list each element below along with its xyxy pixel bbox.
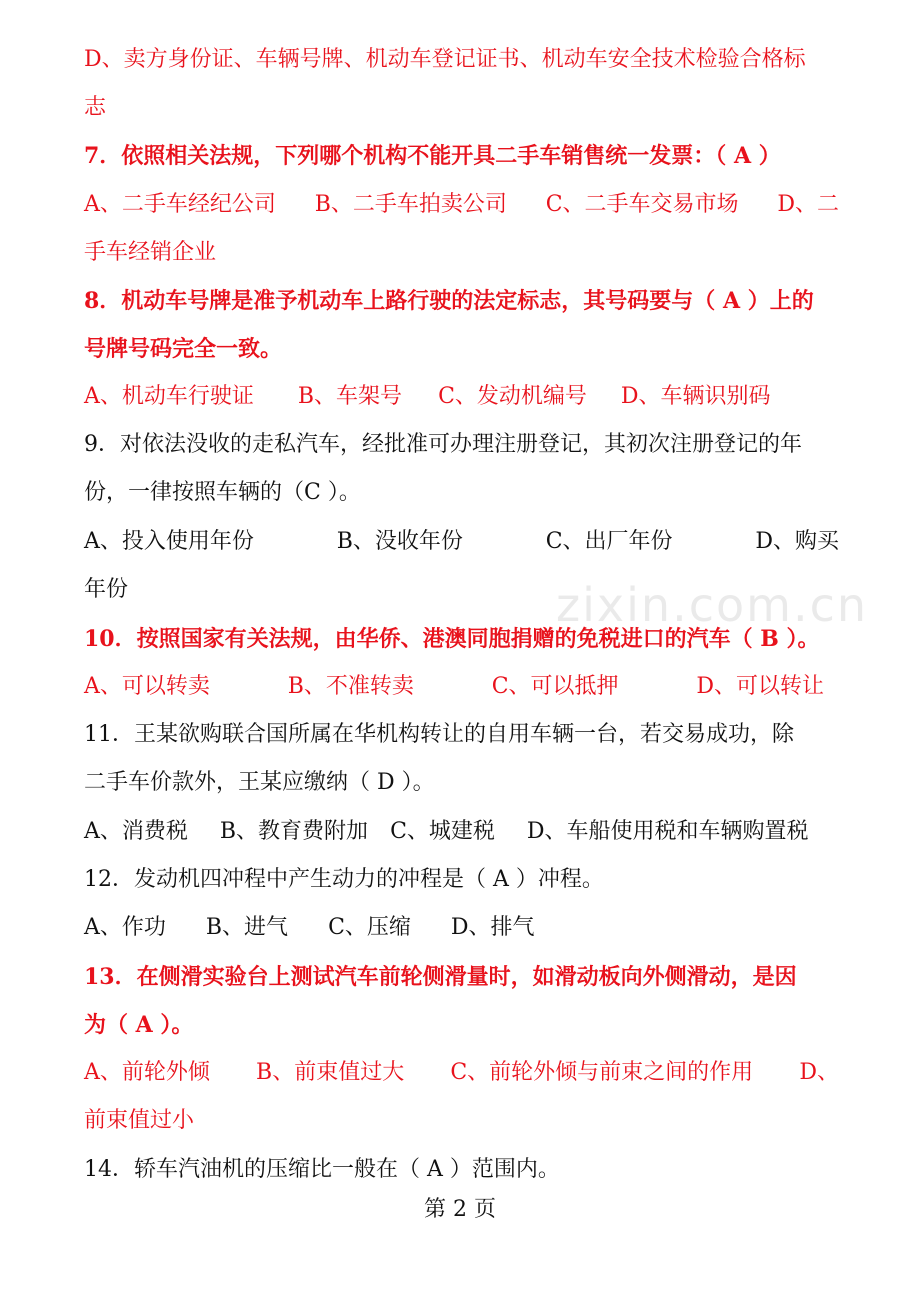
options-row (84, 527, 839, 557)
option-a: A、机动车行驶证 (84, 384, 254, 409)
question-10: 10．按照国家有关法规，由华侨、港澳同胞捐赠的免税进口的汽车（ B ）。 (84, 626, 820, 652)
option-a: A、投入使用年份 (84, 529, 254, 554)
option-a: A、前轮外倾 (84, 1060, 210, 1085)
option-c: C、二手车交易市场 (545, 192, 739, 217)
option-c: C、前轮外倾与前束之间的作用 (450, 1060, 754, 1085)
options-row (84, 817, 809, 847)
option-b: B、车架号 (297, 384, 403, 409)
option-a: A、二手车经纪公司 (84, 192, 276, 217)
question-11: 11．王某欲购联合国所属在华机构转让的自用车辆一台，若交易成功，除 (84, 722, 794, 747)
option-c: C、可以抵押 (491, 674, 619, 699)
option-c: C、城建税 (390, 819, 495, 844)
option-d: D、车船使用税和车辆购置税 (526, 819, 809, 844)
option-line: 前束值过小 (84, 1108, 195, 1133)
options-row (84, 672, 824, 702)
option-b: B、前束值过大 (256, 1060, 405, 1085)
question-8-cont: 号牌号码完全一致。 (84, 336, 283, 362)
question-9-cont: 份，一律按照车辆的（C ）。 (84, 480, 361, 505)
option-c: C、出厂年份 (545, 529, 673, 554)
option-b: B、二手车拍卖公司 (314, 192, 507, 217)
page-number: 第 2 页 (424, 1197, 496, 1222)
option-d: D、二 (777, 192, 839, 217)
option-d: D、车辆识别码 (620, 384, 771, 409)
option-line: D、卖方身份证、车辆号牌、机动车登记证书、机动车安全技术检验合格标 (84, 47, 806, 72)
option-b: B、没收年份 (336, 529, 463, 554)
question-8: 8．机动车号牌是准予机动车上路行驶的法定标志，其号码要与（ A ）上的 (84, 288, 814, 314)
question-9: 9．对依法没收的走私汽车，经批准可办理注册登记，其初次注册登记的年 (84, 432, 802, 457)
option-c: C、发动机编号 (438, 384, 587, 409)
option-d: D、可以转让 (696, 674, 824, 699)
option-b: B、进气 (205, 915, 289, 940)
question-11-cont: 二手车价款外，王某应缴纳（ D ）。 (84, 770, 435, 795)
question-7: 7．依照相关法规，下列哪个机构不能开具二手车销售统一发票：（ A ） (84, 143, 781, 169)
option-d: D、 (799, 1060, 839, 1085)
question-13: 13．在侧滑实验台上测试汽车前轮侧滑量时，如滑动板向外侧滑动，是因 (84, 964, 797, 990)
option-line: 手车经销企业 (84, 240, 217, 265)
options-row (84, 190, 839, 220)
option-a: A、消费税 (84, 819, 188, 844)
option-line: 年份 (84, 577, 129, 602)
question-12: 12．发动机四冲程中产生动力的冲程是（ A ）冲程。 (84, 867, 604, 892)
option-line: 志 (84, 95, 107, 120)
watermark: zixin.com.cn (556, 578, 869, 632)
options-row (84, 1058, 839, 1088)
option-a: A、作功 (84, 915, 166, 940)
option-b: B、教育费附加 (219, 819, 369, 844)
options-row (84, 913, 535, 943)
option-d: D、排气 (450, 915, 535, 940)
option-a: A、可以转卖 (84, 674, 210, 699)
option-b: B、不准转卖 (287, 674, 414, 699)
options-row (84, 382, 771, 412)
question-14: 14．轿车汽油机的压缩比一般在（ A ）范围内。 (84, 1157, 560, 1182)
option-d: D、购买 (755, 529, 839, 554)
question-13-cont: 为（ A ）。 (84, 1012, 194, 1038)
option-c: C、压缩 (328, 915, 411, 940)
